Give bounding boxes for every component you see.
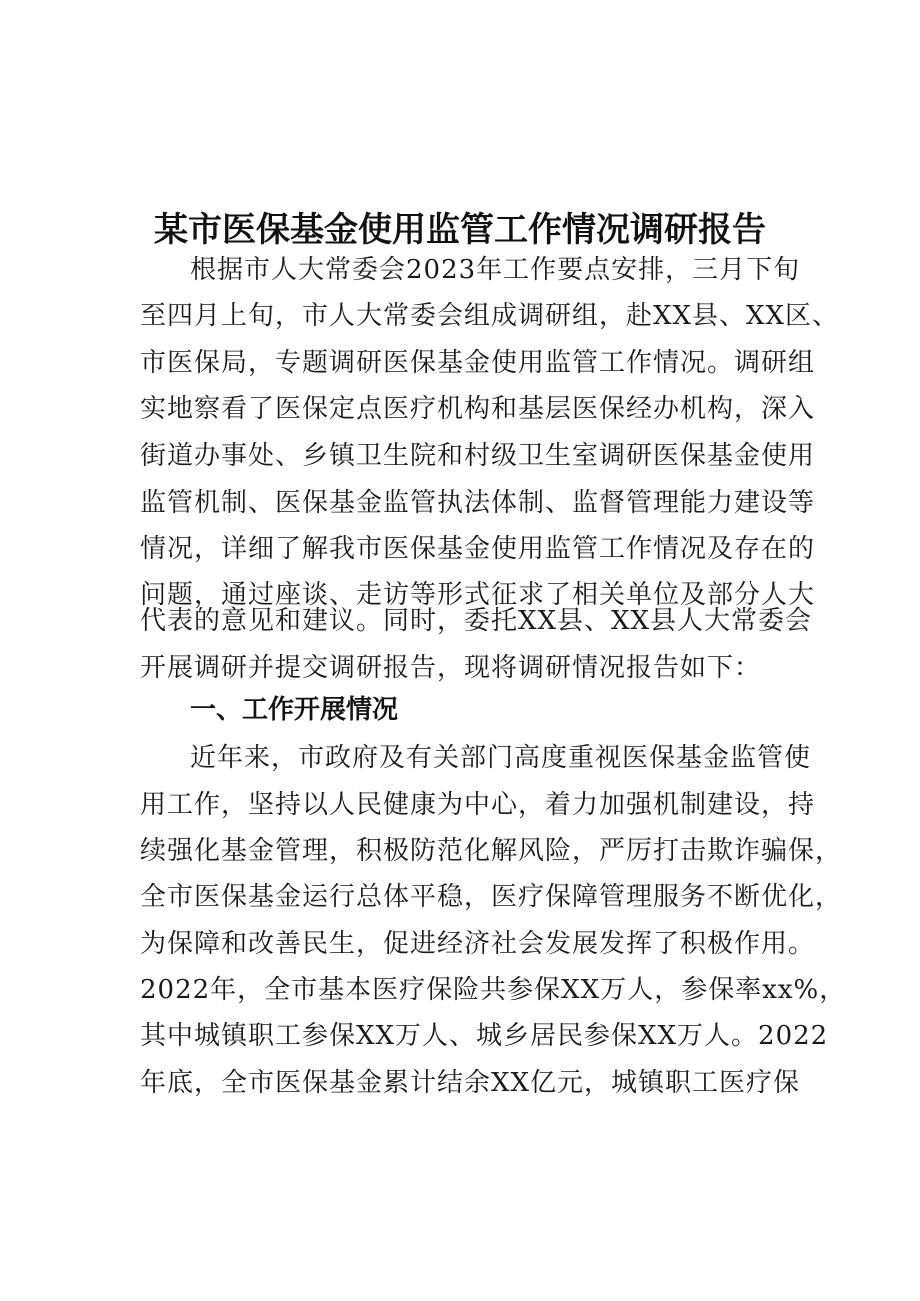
section-heading: 一、工作开展情况 [190, 695, 399, 725]
paragraph-line: 2022年，全市基本医疗保险共参保XX万人，参保率xx%， [140, 975, 847, 1005]
paragraph-line: 续强化基金管理，积极防范化解风险，严厉打击欺诈骗保， [140, 836, 843, 866]
paragraph-line: 其中城镇职工参保XX万人、城乡居民参保XX万人。2022 [140, 1021, 829, 1051]
paragraph-line: 问题，通过座谈、走访等形式征求了相关单位及部分人大 [140, 580, 816, 610]
paragraph-line: 实地察看了医保定点医疗机构和基层医保经办机构，深入 [140, 394, 816, 424]
paragraph-line: 市医保局，专题调研医保基金使用监管工作情况。调研组 [140, 348, 816, 378]
paragraph-line: 开展调研并提交调研报告，现将调研情况报告如下： [140, 653, 762, 683]
paragraph-line: 用工作，坚持以人民健康为中心，着力加强机制建设，持 [140, 790, 816, 820]
paragraph-line: 全市医保基金运行总体平稳，医疗保障管理服务不断优化， [140, 882, 843, 912]
paragraph-line: 监管机制、医保基金监管执法体制、监督管理能力建设等 [140, 488, 816, 518]
paragraph-line: 根据市人大常委会2023年工作要点安排，三月下旬 [190, 255, 801, 285]
paragraph-line: 街道办事处、乡镇卫生院和村级卫生室调研医保基金使用 [140, 441, 816, 471]
paragraph-line: 近年来，市政府及有关部门高度重视医保基金监管使 [190, 743, 812, 773]
paragraph-line: 代表的意见和建议。同时，委托XX县、XX县人大常委会 [140, 606, 813, 636]
paragraph-line: 年底，全市医保基金累计结余XX亿元，城镇职工医疗保 [140, 1068, 801, 1098]
document-title: 某市医保基金使用监管工作情况调研报告 [154, 210, 766, 250]
paragraph-line: 情况，详细了解我市医保基金使用监管工作情况及存在的 [140, 534, 816, 564]
paragraph-line: 为保障和改善民生，促进经济社会发展发挥了积极作用。 [140, 929, 816, 959]
paragraph-line: 至四月上旬，市人大常委会组成调研组，赴XX县、XX区、 [140, 301, 840, 331]
